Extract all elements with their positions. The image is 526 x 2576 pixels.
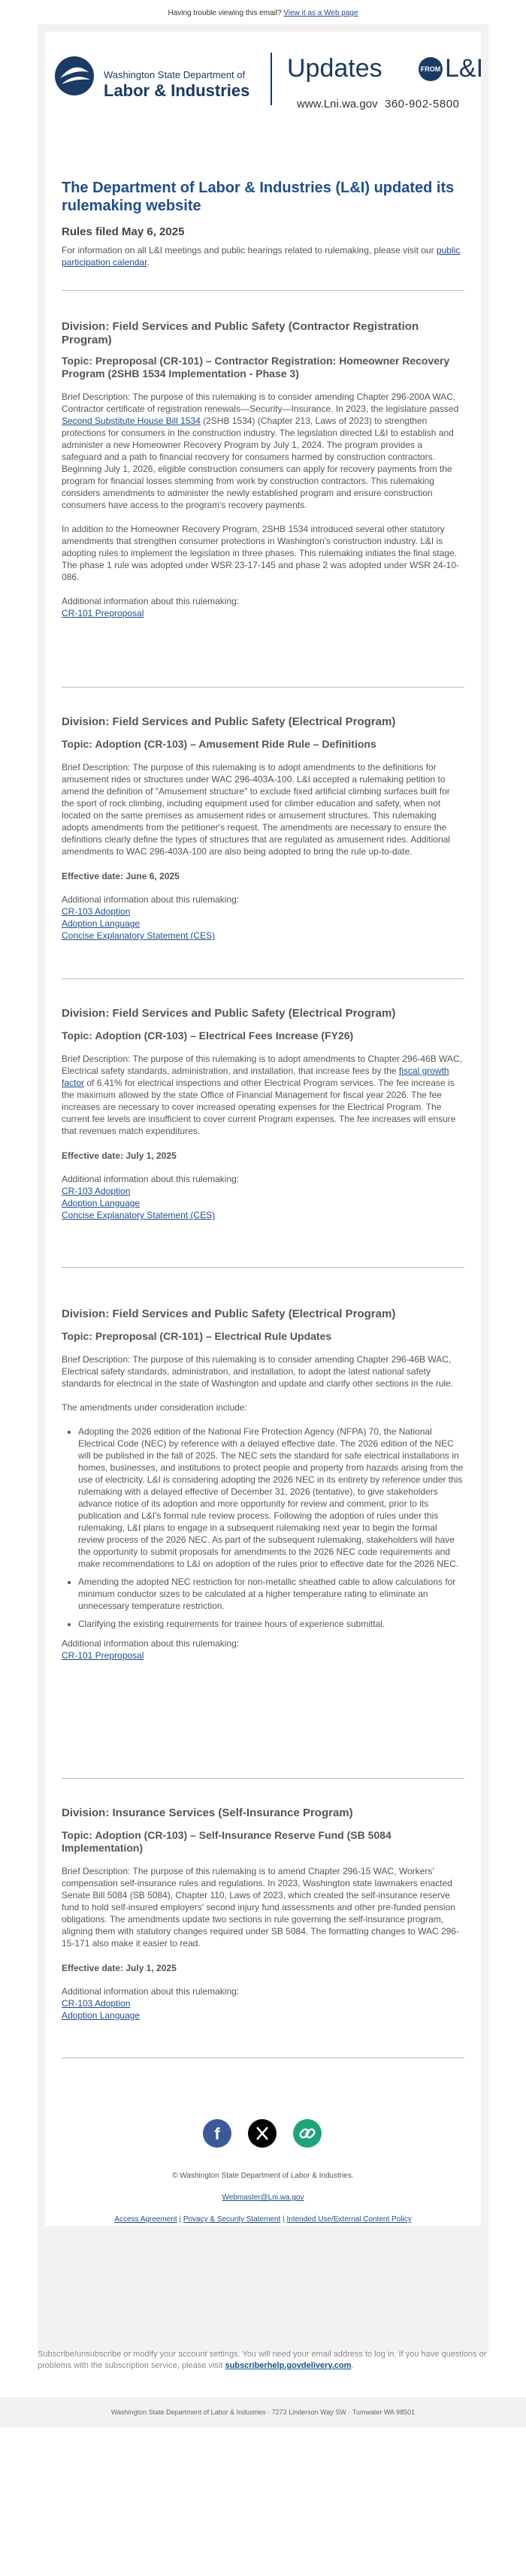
footer xyxy=(45,2172,481,2224)
cr-101-preproposal-link[interactable]: CR-101 Preproposal xyxy=(62,1650,144,1661)
additional-info-label: Additional information about this rulemaking: xyxy=(62,1986,240,1997)
brief-text-b: (2SHB 1534) (Chapter 213, Laws of 2023) to strengthen protections for consumers in the construction industry. The legislation directed L&I to establish and administer a new Homeowner Recovery Program by July 1, 2024. The program provides a safeguard and a path to financial recovery for consumers harmed by construction contractors. Beginning July 1, 2026, eligible construction consumers can apply for recovery payments from the program for financial losses stemming from work by construction contractors. This rulemaking considers amendments to administer the newly established program and ensure construction consumers have access to the program's recovery payments. xyxy=(62,416,454,510)
topic-title: Topic: Adoption (CR-103) – Self-Insurance Reserve Fund (SB 5084 Implementation) xyxy=(62,1829,391,1854)
ces-link[interactable]: Concise Explanatory Statement (CES) xyxy=(62,930,216,941)
effective-date: Effective date: July 1, 2025 xyxy=(62,1150,177,1161)
brief-text-a: Brief Description: The purpose of this rulemaking is to consider amending Chapter 296-200A WAC, Contractor certificate of registration renewals—Security—Insurance. In 2023, the legislature passed xyxy=(62,392,459,414)
brief-description: Brief Description: The purpose of this rulemaking is to consider amending Chapter 296-46B WAC, Electrical safety standards, administration, and installation, to adopt the latest national safety standards for electrical in the state of Washington and update and clarify other sections in the rule. xyxy=(62,1354,454,1389)
links xyxy=(62,1185,464,1221)
section-electrical-fees xyxy=(62,1007,464,1221)
phone: 360-902-5800 xyxy=(385,98,460,110)
amendments-intro: The amendments under consideration include: xyxy=(62,1402,247,1413)
social-links xyxy=(0,2119,526,2149)
divider xyxy=(62,2057,464,2058)
main-content xyxy=(45,122,481,2226)
cr-103-adoption-link[interactable]: CR-103 Adoption xyxy=(62,906,131,917)
intro-text-after: . xyxy=(147,257,150,268)
privacy-security-link[interactable]: Privacy & Security Statement xyxy=(183,2215,281,2224)
paragraph: In addition to the Homeowner Recovery Program, 2SHB 1534 introduced several other statutory amendments that strengthen consumer protections in Washington's construction industry. L&I is adopting rules to implement the legislation in three phases. This rulemaking initiates the final stage. The phase 1 rule was adopted under WSR 23-17-145 and phase 2 was adopted under WSR 24-10-086. xyxy=(62,524,459,582)
top-notice-text: Having trouble viewing this email? xyxy=(168,9,282,17)
divider xyxy=(62,290,464,291)
divider xyxy=(62,1778,464,1779)
divider xyxy=(62,1267,464,1268)
subscribe-text: Subscribe/unsubscribe or modify your account settings. You will need your email address to log in. If you have questions or problems with the subscription service, please visit xyxy=(38,2350,487,2370)
intro-text-before: For information on all L&I meetings and public hearings related to rulemaking, please visit our xyxy=(62,245,437,255)
svg-text:f: f xyxy=(214,2124,220,2143)
cr-103-adoption-link[interactable]: CR-103 Adoption xyxy=(62,1998,131,2009)
links xyxy=(62,1997,464,2021)
brief-description: Brief Description: The purpose of this rulemaking is to adopt amendments to the definitions for amusement rides or structures under WAC 296-403A-100. L&I accepted a rulemaking petition to amend the definition of "Amusement structure" to exclude fixed artificial climbing surfaces built for the sport of rock climbing, including equipment used for climber education and safety, when not located on the same premises as amusement rides or amusement structures. This rulemaking adopts amendments from the petitioner's request. The amendments are necessary to ensure the definitions clearly define the types of structures that are regulated as amusement rides. Additional amendments to WAC 296-403A-100 are also being adopted to bring the rule up-to-date. xyxy=(62,762,450,857)
copyright: © Washington State Department of Labor & Industries. xyxy=(172,2172,354,2180)
header xyxy=(45,32,484,122)
lni-logo-icon xyxy=(54,56,95,96)
adoption-language-link[interactable]: Adoption Language xyxy=(62,2010,141,2021)
brief-text-a: Brief Description: The purpose of this rulemaking is to adopt amendments to Chapter 296-46B WAC, Electrical safety standards, administration, and installation, that increase fees by the xyxy=(62,1054,462,1076)
view-web-page-link[interactable]: View it as a Web page xyxy=(283,9,358,17)
email-container xyxy=(38,24,488,2354)
links xyxy=(62,906,464,942)
webmaster-email-link[interactable]: Webmaster@Lni.wa.gov xyxy=(222,2194,304,2202)
cr-103-adoption-link[interactable]: CR-103 Adoption xyxy=(62,1186,131,1196)
access-agreement-link[interactable]: Access Agreement xyxy=(114,2215,177,2224)
section-electrical-rule-updates xyxy=(62,1308,464,1661)
fiscal-growth-factor-link[interactable]: fiscal growth factor xyxy=(62,1066,449,1088)
mailing-address: Washington State Department of Labor & Industries · 7273 Linderson Way SW · Tumwater WA 98501 xyxy=(110,2408,416,2416)
subscriber-help-link[interactable]: subscriberhelp.govdelivery.com xyxy=(225,2361,352,2370)
brief-description: Brief Description: The purpose of this rulemaking is to amend Chapter 296-15 WAC, Workers' compensation self-insurance rules and regulations. In 2023, Washington state lawmakers enacted Senate Bill 5084 (SB 5084), Chapter 110, Laws of 2023, which created the self-insurance reserve fund to hold self-insured employers' second injury fund assessments and other pre-funded pension obligations. The amendments update two sections in rule governing the self-insurance program, aligning them with statutory changes required under SB 5084. The formatting changes to WAC 296-15-171 also make it easier to read. xyxy=(62,1866,459,1949)
divider xyxy=(62,978,464,979)
links xyxy=(62,607,464,619)
additional-info-label: Additional information about this rulemaking: xyxy=(62,1174,240,1184)
effective-date: Effective date: June 6, 2025 xyxy=(62,871,180,881)
public-participation-calendar-link[interactable]: public participation calendar xyxy=(62,245,461,268)
share-link-icon[interactable] xyxy=(293,2119,322,2148)
intro-text xyxy=(62,244,464,268)
subscribe-notice xyxy=(38,2349,488,2372)
links xyxy=(62,1649,464,1661)
footer-links: Access Agreement | Privacy & Security Statement | Intended Use/External Content Policy xyxy=(114,2215,412,2224)
section-contractor-registration xyxy=(62,320,464,619)
facebook-icon[interactable] xyxy=(203,2119,231,2148)
updates-title: Updates xyxy=(287,54,382,83)
ces-link[interactable]: Concise Explanatory Statement (CES) xyxy=(62,1210,216,1220)
division-title: Division: Insurance Services (Self-Insurance Program) xyxy=(62,1807,353,1819)
division-title: Division: Field Services and Public Safety (Electrical Program) xyxy=(62,1308,396,1320)
effective-date: Effective date: July 1, 2025 xyxy=(62,1963,177,1973)
section-self-insurance xyxy=(62,1807,464,2021)
list-item: • Adopting the 2026 edition of the National Fire Protection Agency (NFPA) 70, the National Electrical Code (NEC) by reference with a delayed effective date. The 2026 edition of the NEC will be published in the fall of 2025. The NEC sets the standard for safe electrical installations in homes, businesses, and institutions to protect people and property from hazards arising from the use of electricity. L&I is considering adopting the 2026 NEC in its entirety by reference under this rulemaking with a delayed effective of December 31, 2026 (tentative), to give stakeholders advance notice of its adoption and more opportunity for review and comment, prior to its publication and L&I's formal rule review process. Following the adoption of rules under this rulemaking, L&I plans to engage in a subsequent rulemaking next year to begin the formal review process of the 2026 NEC. As part of the subsequent rulemaking, stakeholders will have the opportunity to submit proposals for amendments to the 2026 NEC code requirements and make recommendations to L&I on adoption of the rules prior to effective date for the 2026 NEC. xyxy=(78,1426,464,1570)
division-title: Division: Field Services and Public Safety (Contractor Registration Program) xyxy=(62,320,419,346)
topic-title: Topic: Adoption (CR-103) – Electrical Fees Increase (FY26) xyxy=(62,1029,354,1042)
adoption-language-link[interactable]: Adoption Language xyxy=(62,1198,141,1208)
header-divider xyxy=(271,53,272,105)
from-badge: FROM xyxy=(419,57,443,81)
topic-title: Topic: Adoption (CR-103) – Amusement Ride Rule – Definitions xyxy=(62,738,376,750)
top-notice xyxy=(0,0,526,24)
section-amusement-ride xyxy=(62,715,464,942)
x-icon[interactable] xyxy=(248,2119,277,2148)
topic-title: Topic: Preproposal (CR-101) – Electrical Rule Updates xyxy=(62,1330,332,1342)
brief-description xyxy=(62,391,464,511)
additional-info-label: Additional information about this rulemaking: xyxy=(62,596,240,606)
additional-info-label: Additional information about this rulemaking: xyxy=(62,894,240,905)
division-title: Division: Field Services and Public Safety (Electrical Program) xyxy=(62,715,396,728)
brief-description xyxy=(62,1053,464,1137)
website: www.Lni.wa.gov xyxy=(297,98,378,110)
topic-title: Topic: Preproposal (CR-101) – Contractor Registration: Homeowner Recovery Program (2SHB 1534 Implementation - Phase 3) xyxy=(62,355,450,379)
list-item: • Clarifying the existing requirements for trainee hours of experience submittal. xyxy=(78,1618,464,1630)
brief-text-b: of 6.41% for electrical inspections and other Electrical Program services. The fee increase is the maximum allowed by the state Office of Financial Management for fiscal year 2026. The fee increases are necessary to cover increased operating expenses for the Electrical Program. The current fee levels are insufficient to cover current Program expenses. The fee increases will ensure that revenues match expenditures. xyxy=(62,1078,456,1136)
amendments-list xyxy=(62,1426,464,1630)
rules-filed: Rules filed May 6, 2025 xyxy=(62,225,185,238)
intro xyxy=(62,179,464,268)
agency-line1: Washington State Department of xyxy=(104,69,246,80)
cr-101-preproposal-link[interactable]: CR-101 Preproposal xyxy=(62,608,144,618)
list-item: • Amending the adopted NEC restriction for non-metallic sheathed cable to allow calculations for minimum conductor sizes to be calculated at a higher temperature rating to eliminate an unnecessary temperature restriction. xyxy=(78,1576,464,1612)
agency-line2: Labor & Industries xyxy=(104,81,250,100)
intended-use-link[interactable]: Intended Use/External Content Policy xyxy=(286,2215,412,2224)
divider xyxy=(62,687,464,688)
page-title: The Department of Labor & Industries (L&I) updated its rulemaking website xyxy=(62,180,455,214)
division-title: Division: Field Services and Public Safety (Electrical Program) xyxy=(62,1007,396,1020)
additional-info-label: Additional information about this rulemaking: xyxy=(62,1638,240,1649)
adoption-language-link[interactable]: Adoption Language xyxy=(62,918,141,929)
li-title: L&I xyxy=(445,54,484,83)
subscribe-after: . xyxy=(351,2361,354,2370)
2shb-1534-link[interactable]: Second Substitute House Bill 1534 xyxy=(62,416,201,426)
